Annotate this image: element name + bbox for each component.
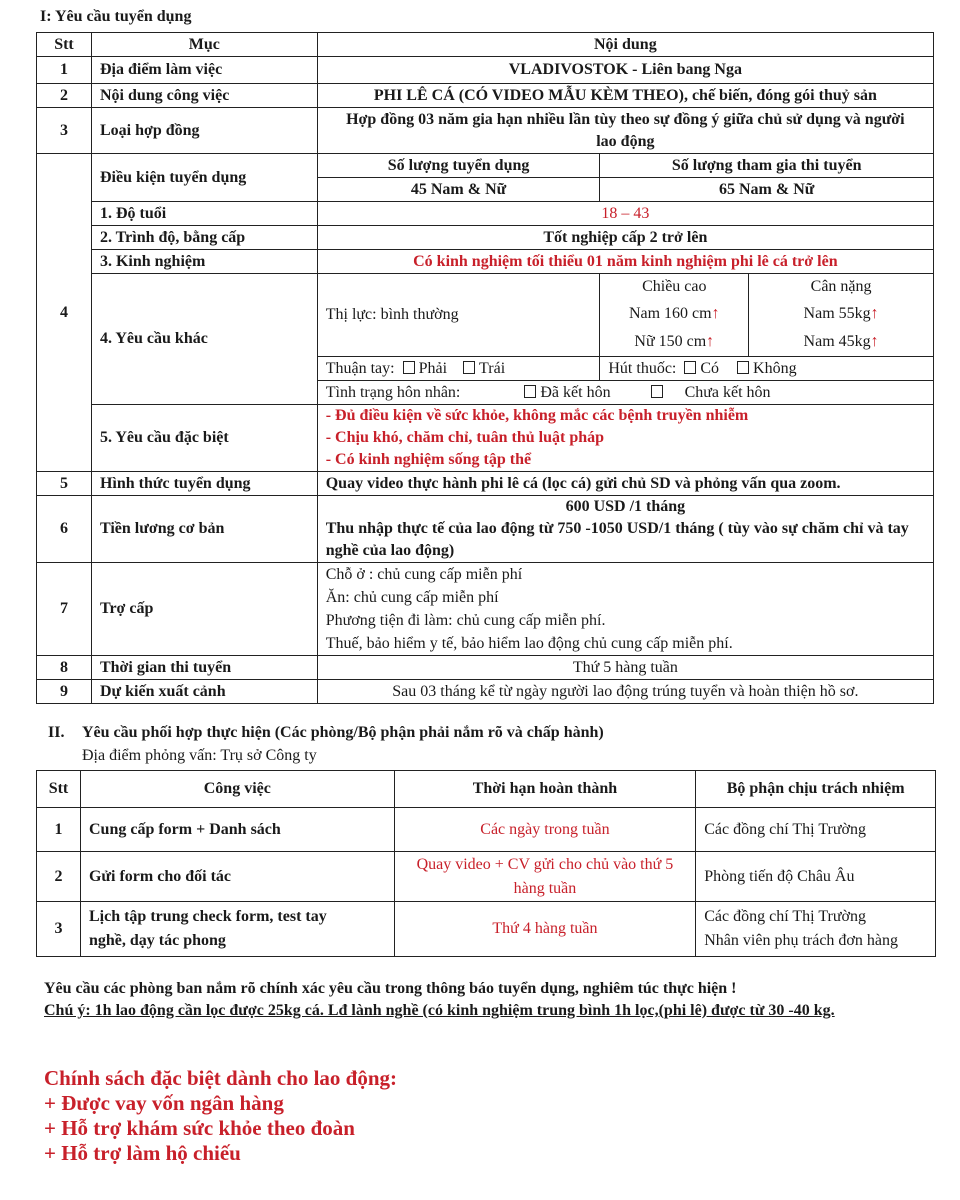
soluong-thamgia-value: 65 Nam & Nữ <box>600 178 934 202</box>
thuantay-label: Thuận tay: <box>325 359 395 377</box>
chieucao-nu: Nữ 150 cm <box>634 333 707 350</box>
row-stt: 2 <box>37 852 81 902</box>
checkbox-daketho[interactable] <box>524 385 536 398</box>
phai-label: Phải <box>418 359 448 377</box>
row-label: Trợ cấp <box>91 563 317 656</box>
dacbiet-label: 5. Yêu cầu đặc biệt <box>91 405 317 472</box>
row-label: Loại hợp đồng <box>91 108 317 154</box>
table-row <box>37 656 934 680</box>
checkbox-phai[interactable] <box>403 361 415 374</box>
special-policy <box>44 1066 397 1166</box>
hutthuoc-cell <box>600 357 934 381</box>
yeucaukhac-label: 4. Yêu cầu khác <box>91 274 317 405</box>
row-label: Hình thức tuyển dụng <box>91 472 317 496</box>
trocap-line: Ăn: chủ cung cấp miễn phí <box>325 589 499 606</box>
row-thoihan: Các ngày trong tuần <box>394 808 696 852</box>
table-row <box>37 57 934 84</box>
header-stt: Stt <box>37 33 92 57</box>
policy-title: Chính sách đặc biệt dành cho lao động: <box>44 1066 398 1090</box>
table-row <box>37 274 934 357</box>
table-header-row <box>37 771 936 808</box>
row-thoihan: Thứ 4 hàng tuần <box>394 902 696 957</box>
recruitment-requirements-table <box>36 32 934 704</box>
luong-coban: 600 USD /1 tháng <box>565 498 686 515</box>
up-arrow-icon: ↑ <box>706 333 715 350</box>
dotuoi-value: 18 – 43 <box>317 202 933 226</box>
row-bophan <box>696 902 936 957</box>
section2-title-text: Yêu cầu phối hợp thực hiện (Các phòng/Bộ phận phải nắm rõ và chấp hành) <box>82 724 604 741</box>
kinhnghiem-label: 3. Kinh nghiệm <box>91 250 317 274</box>
honnhan-cell <box>317 381 933 405</box>
cannang-nu: Nam 45kg <box>803 333 871 350</box>
policy-item: + Hỗ trợ khám sức khỏe theo đoàn <box>44 1116 355 1140</box>
table-row <box>37 680 934 704</box>
notice-text: Yêu cầu các phòng ban nắm rõ chính xác yêu cầu trong thông báo tuyển dụng, nghiêm túc thực hiện ! <box>44 980 737 997</box>
row-stt: 9 <box>37 680 92 704</box>
bophan-line: Phòng tiến độ Châu Âu <box>704 867 855 885</box>
row-stt: 1 <box>37 808 81 852</box>
row-label: Tiền lương cơ bản <box>91 496 317 563</box>
soluong-tuyen-label: Số lượng tuyển dụng <box>317 154 600 178</box>
table-row <box>37 226 934 250</box>
row-congviec: Lịch tập trung check form, test tay nghề, dạy tác phong <box>80 902 394 957</box>
row-congviec: Gửi form cho đối tác <box>80 852 394 902</box>
table-row <box>37 852 936 902</box>
interview-place: Địa điểm phỏng vấn: Trụ sở Công ty <box>82 747 317 764</box>
policy-item: + Được vay vốn ngân hàng <box>44 1091 284 1115</box>
soluong-thamgia-label: Số lượng tham gia thi tuyển <box>600 154 934 178</box>
row-stt: 3 <box>37 108 92 154</box>
trocap-cell <box>317 563 933 656</box>
checkbox-co[interactable] <box>684 361 696 374</box>
dotuoi-label: 1. Độ tuổi <box>91 202 317 226</box>
row-label: Nội dung công việc <box>91 84 317 108</box>
checkbox-khong[interactable] <box>737 361 749 374</box>
chieucao-nam: Nam 160 cm <box>628 305 712 322</box>
luong-thucte: Thu nhập thực tế của lao động từ 750 -1050 USD/1 tháng ( tùy vào sự chăm chỉ và tay nghề của lao động) <box>325 520 909 559</box>
section1-title: I: Yêu cầu tuyển dụng <box>40 8 192 25</box>
up-arrow-icon: ↑ <box>870 333 879 350</box>
row-stt: 1 <box>37 57 92 84</box>
row-value: Quay video thực hành phi lê cá (lọc cá) gửi chủ SD và phỏng vấn qua zoom. <box>317 472 933 496</box>
khong-label: Không <box>753 359 797 377</box>
header-thoihan: Thời hạn hoàn thành <box>394 771 696 808</box>
row-value: Thứ 5 hàng tuần <box>317 656 933 680</box>
header-bophan: Bộ phận chịu trách nhiệm <box>696 771 936 808</box>
header-stt: Stt <box>37 771 81 808</box>
dacbiet-line: - Chịu khó, chăm chỉ, tuân thủ luật pháp <box>317 427 933 449</box>
luong-cell <box>317 496 933 563</box>
chieucao-label: Chiều cao <box>642 278 707 295</box>
row-stt: 2 <box>37 84 92 108</box>
row-stt: 5 <box>37 472 92 496</box>
dieukien-label: Điều kiện tuyển dụng <box>91 154 317 202</box>
trocap-line: Chỗ ở : chủ cung cấp miễn phí <box>325 566 523 583</box>
row-congviec: Cung cấp form + Danh sách <box>80 808 394 852</box>
note-text: Chú ý: 1h lao động cần lọc được 25kg cá. Lđ lành nghề (có kinh nghiệm trung bình 1h lọc,(phi lê) được từ 30 -40 kg. <box>44 1002 835 1019</box>
trai-label: Trái <box>479 359 506 377</box>
trocap-line: Thuế, bảo hiểm y tế, bảo hiểm lao động chủ cung cấp miễn phí. <box>325 635 733 652</box>
table-row <box>37 563 934 656</box>
table-row <box>37 472 934 496</box>
table-row <box>37 405 934 428</box>
chuaketho-label: Chưa kết hôn <box>684 383 771 401</box>
row-bophan <box>696 852 936 902</box>
table-row <box>37 202 934 226</box>
daketho-label: Đã kết hôn <box>540 383 611 401</box>
trinhdo-value: Tốt nghiệp cấp 2 trở lên <box>317 226 933 250</box>
row-value: PHI LÊ CÁ (CÓ VIDEO MẪU KÈM THEO), chế biến, đóng gói thuỷ sản <box>317 84 933 108</box>
table-row <box>37 108 934 154</box>
header-muc: Mục <box>91 33 317 57</box>
bophan-line: Các đồng chí Thị Trường <box>704 820 866 838</box>
row-stt: 4 <box>37 154 92 472</box>
table-row <box>37 902 936 957</box>
soluong-tuyen-value: 45 Nam & Nữ <box>317 178 600 202</box>
thiluc-value: Thị lực: bình thường <box>317 274 600 357</box>
checkbox-chuaketho[interactable] <box>651 385 663 398</box>
up-arrow-icon: ↑ <box>870 305 879 322</box>
bophan-line: Nhân viên phụ trách đơn hàng <box>704 932 898 949</box>
cannang-nam: Nam 55kg <box>803 305 871 322</box>
row-stt: 6 <box>37 496 92 563</box>
trinhdo-label: 2. Trình độ, bằng cấp <box>91 226 317 250</box>
row-label: Dự kiến xuất cảnh <box>91 680 317 704</box>
dacbiet-line: - Đủ điều kiện về sức khỏe, không mắc các bệnh truyền nhiễm <box>317 405 933 428</box>
bophan-line: Các đồng chí Thị Trường <box>704 908 866 925</box>
honnhan-label: Tình trạng hôn nhân: <box>325 383 461 401</box>
coordination-table <box>36 770 936 957</box>
chieucao-cell <box>600 274 749 357</box>
row-value: Hợp đồng 03 năm gia hạn nhiều lần tùy theo sự đồng ý giữa chủ sử dụng và người lao động <box>317 108 933 154</box>
table-row <box>37 250 934 274</box>
row-stt: 8 <box>37 656 92 680</box>
section2-title <box>48 724 604 742</box>
row-label: Địa điểm làm việc <box>91 57 317 84</box>
row-stt: 7 <box>37 563 92 656</box>
row-stt: 3 <box>37 902 81 957</box>
row-bophan <box>696 808 936 852</box>
table-row <box>37 808 936 852</box>
kinhnghiem-value: Có kinh nghiệm tối thiểu 01 năm kinh nghiệm phi lê cá trở lên <box>317 250 933 274</box>
header-congviec: Công việc <box>80 771 394 808</box>
section2-number: II. <box>48 724 65 741</box>
table-row <box>37 84 934 108</box>
header-noidung: Nội dung <box>317 33 933 57</box>
row-value: Sau 03 tháng kể từ ngày người lao động trúng tuyển và hoàn thiện hồ sơ. <box>317 680 933 704</box>
row-label: Thời gian thi tuyển <box>91 656 317 680</box>
checkbox-trai[interactable] <box>463 361 475 374</box>
dacbiet-line: - Có kinh nghiệm sống tập thể <box>317 449 933 472</box>
row-value: VLADIVOSTOK - Liên bang Nga <box>317 57 933 84</box>
up-arrow-icon: ↑ <box>711 305 720 322</box>
table-row <box>37 154 934 178</box>
cannang-label: Cân nặng <box>810 278 872 295</box>
co-label: Có <box>700 359 720 377</box>
table-row <box>37 496 934 563</box>
row-thoihan: Quay video + CV gửi cho chủ vào thứ 5 hàng tuần <box>394 852 696 902</box>
cannang-cell <box>749 274 934 357</box>
thuantay-cell <box>317 357 600 381</box>
trocap-line: Phương tiện đi làm: chủ cung cấp miễn phí. <box>325 612 606 629</box>
table-header-row <box>37 33 934 57</box>
hutthuoc-label: Hút thuốc: <box>608 359 677 377</box>
policy-item: + Hỗ trợ làm hộ chiếu <box>44 1141 241 1165</box>
